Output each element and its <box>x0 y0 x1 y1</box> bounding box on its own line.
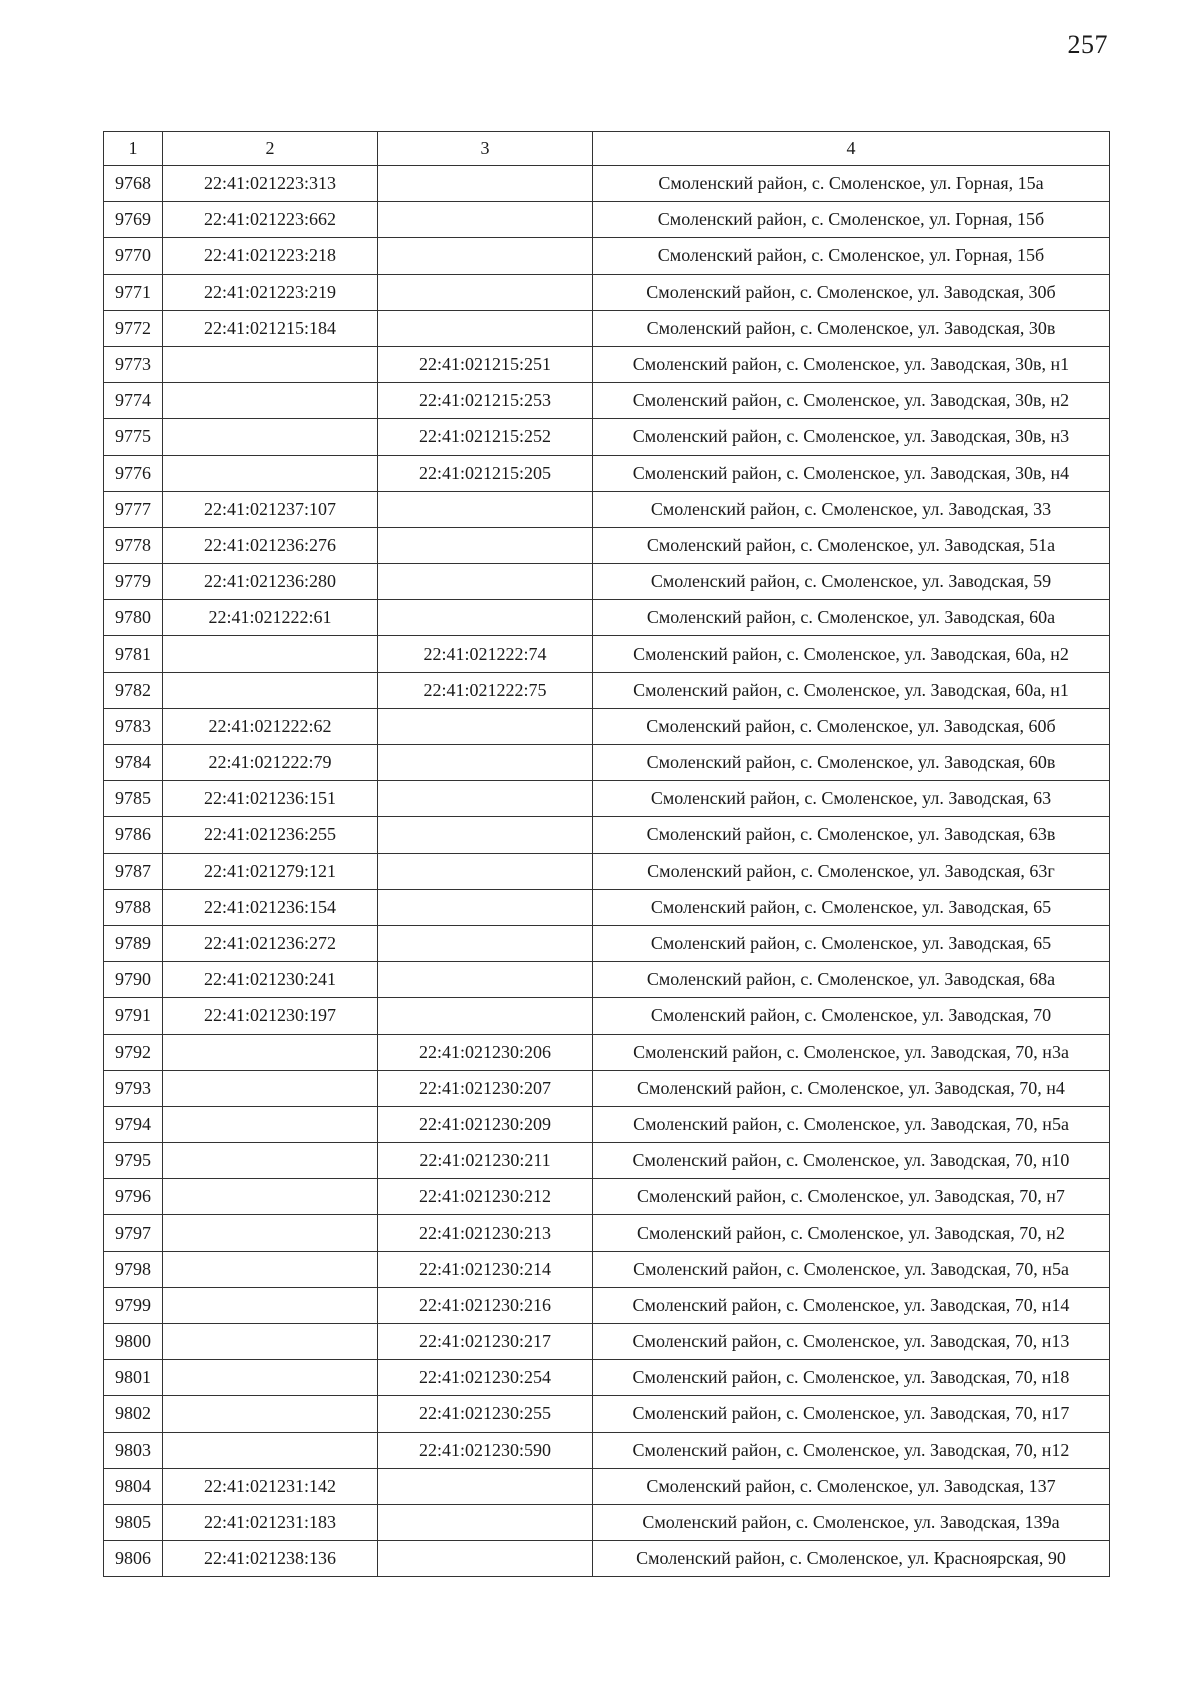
address-cell: Смоленский район, с. Смоленское, ул. Заводская, 70 <box>593 998 1110 1034</box>
cadastral-number-premises-cell: 22:41:021230:216 <box>378 1287 593 1323</box>
table-row <box>104 527 1110 563</box>
table-row <box>104 853 1110 889</box>
table-row <box>104 1179 1110 1215</box>
row-number-cell: 9783 <box>104 708 163 744</box>
address-cell: Смоленский район, с. Смоленское, ул. Заводская, 30в, н2 <box>593 383 1110 419</box>
address-cell: Смоленский район, с. Смоленское, ул. Заводская, 70, н17 <box>593 1396 1110 1432</box>
cadastral-number-cell: 22:41:021236:255 <box>163 817 378 853</box>
address-cell: Смоленский район, с. Смоленское, ул. Заводская, 60в <box>593 745 1110 781</box>
row-number-cell: 9789 <box>104 925 163 961</box>
cadastral-number-cell <box>163 346 378 382</box>
row-number-cell: 9804 <box>104 1468 163 1504</box>
cadastral-number-premises-cell <box>378 238 593 274</box>
row-number-cell: 9787 <box>104 853 163 889</box>
row-number-cell: 9770 <box>104 238 163 274</box>
cadastral-number-premises-cell <box>378 491 593 527</box>
address-cell: Смоленский район, с. Смоленское, ул. Заводская, 60б <box>593 708 1110 744</box>
address-cell: Смоленский район, с. Смоленское, ул. Заводская, 63г <box>593 853 1110 889</box>
cadastral-number-premises-cell <box>378 274 593 310</box>
registry-table <box>103 131 1110 1577</box>
cadastral-number-premises-cell <box>378 564 593 600</box>
row-number-cell: 9801 <box>104 1360 163 1396</box>
address-cell: Смоленский район, с. Смоленское, ул. Заводская, 30б <box>593 274 1110 310</box>
cadastral-number-cell: 22:41:021222:79 <box>163 745 378 781</box>
cadastral-number-premises-cell: 22:41:021230:212 <box>378 1179 593 1215</box>
table-row <box>104 672 1110 708</box>
table-row <box>104 1251 1110 1287</box>
cadastral-number-premises-cell: 22:41:021230:207 <box>378 1070 593 1106</box>
address-cell: Смоленский район, с. Смоленское, ул. Заводская, 68а <box>593 962 1110 998</box>
table-row <box>104 238 1110 274</box>
table-row <box>104 1504 1110 1540</box>
row-number-cell: 9768 <box>104 166 163 202</box>
address-cell: Смоленский район, с. Смоленское, ул. Горная, 15а <box>593 166 1110 202</box>
row-number-cell: 9774 <box>104 383 163 419</box>
row-number-cell: 9784 <box>104 745 163 781</box>
cadastral-number-cell <box>163 636 378 672</box>
cadastral-number-premises-cell: 22:41:021230:255 <box>378 1396 593 1432</box>
table-row <box>104 1034 1110 1070</box>
table-row <box>104 817 1110 853</box>
cadastral-number-premises-cell: 22:41:021230:213 <box>378 1215 593 1251</box>
table-row <box>104 636 1110 672</box>
table-row <box>104 708 1110 744</box>
row-number-cell: 9791 <box>104 998 163 1034</box>
row-number-cell: 9798 <box>104 1251 163 1287</box>
table-row <box>104 346 1110 382</box>
row-number-cell: 9782 <box>104 672 163 708</box>
address-cell: Смоленский район, с. Смоленское, ул. Заводская, 70, н13 <box>593 1324 1110 1360</box>
row-number-cell: 9795 <box>104 1143 163 1179</box>
table-body <box>104 166 1110 1577</box>
row-number-cell: 9800 <box>104 1324 163 1360</box>
cadastral-number-cell: 22:41:021231:183 <box>163 1504 378 1540</box>
address-cell: Смоленский район, с. Смоленское, ул. Заводская, 70, н14 <box>593 1287 1110 1323</box>
cadastral-number-cell: 22:41:021237:107 <box>163 491 378 527</box>
cadastral-number-cell <box>163 1143 378 1179</box>
table-row <box>104 202 1110 238</box>
cadastral-number-premises-cell: 22:41:021230:590 <box>378 1432 593 1468</box>
cadastral-number-premises-cell: 22:41:021230:206 <box>378 1034 593 1070</box>
table-row <box>104 745 1110 781</box>
cadastral-number-premises-cell: 22:41:021230:211 <box>378 1143 593 1179</box>
table-row <box>104 310 1110 346</box>
address-cell: Смоленский район, с. Смоленское, ул. Заводская, 63в <box>593 817 1110 853</box>
row-number-cell: 9790 <box>104 962 163 998</box>
cadastral-number-cell <box>163 1360 378 1396</box>
cadastral-number-cell: 22:41:021223:662 <box>163 202 378 238</box>
table-row <box>104 1287 1110 1323</box>
address-cell: Смоленский район, с. Смоленское, ул. Заводская, 70, н5а <box>593 1106 1110 1142</box>
cadastral-number-cell: 22:41:021230:241 <box>163 962 378 998</box>
row-number-cell: 9794 <box>104 1106 163 1142</box>
table-row <box>104 1541 1110 1577</box>
table-row <box>104 600 1110 636</box>
table-row <box>104 1432 1110 1468</box>
cadastral-number-cell <box>163 1106 378 1142</box>
table-row <box>104 166 1110 202</box>
row-number-cell: 9780 <box>104 600 163 636</box>
table-row <box>104 962 1110 998</box>
cadastral-number-premises-cell: 22:41:021222:74 <box>378 636 593 672</box>
address-cell: Смоленский район, с. Смоленское, ул. Красноярская, 90 <box>593 1541 1110 1577</box>
table-header <box>104 132 1110 166</box>
row-number-cell: 9778 <box>104 527 163 563</box>
row-number-cell: 9781 <box>104 636 163 672</box>
row-number-cell: 9796 <box>104 1179 163 1215</box>
cadastral-number-cell: 22:41:021223:218 <box>163 238 378 274</box>
address-cell: Смоленский район, с. Смоленское, ул. Заводская, 59 <box>593 564 1110 600</box>
address-cell: Смоленский район, с. Смоленское, ул. Заводская, 30в <box>593 310 1110 346</box>
table-row <box>104 491 1110 527</box>
table-row <box>104 781 1110 817</box>
cadastral-number-premises-cell <box>378 925 593 961</box>
cadastral-number-cell: 22:41:021231:142 <box>163 1468 378 1504</box>
cadastral-number-cell: 22:41:021223:313 <box>163 166 378 202</box>
cadastral-number-premises-cell <box>378 853 593 889</box>
cadastral-number-cell: 22:41:021236:272 <box>163 925 378 961</box>
row-number-cell: 9806 <box>104 1541 163 1577</box>
row-number-cell: 9797 <box>104 1215 163 1251</box>
cadastral-number-cell <box>163 1432 378 1468</box>
cadastral-number-cell <box>163 1215 378 1251</box>
address-cell: Смоленский район, с. Смоленское, ул. Заводская, 30в, н1 <box>593 346 1110 382</box>
cadastral-number-premises-cell <box>378 998 593 1034</box>
row-number-cell: 9805 <box>104 1504 163 1540</box>
row-number-cell: 9803 <box>104 1432 163 1468</box>
table-row <box>104 455 1110 491</box>
table-row <box>104 564 1110 600</box>
address-cell: Смоленский район, с. Смоленское, ул. Заводская, 70, н10 <box>593 1143 1110 1179</box>
cadastral-number-premises-cell <box>378 745 593 781</box>
table-row <box>104 1143 1110 1179</box>
address-cell: Смоленский район, с. Смоленское, ул. Заводская, 139а <box>593 1504 1110 1540</box>
table-row <box>104 1324 1110 1360</box>
address-cell: Смоленский район, с. Смоленское, ул. Заводская, 65 <box>593 925 1110 961</box>
table-row <box>104 925 1110 961</box>
row-number-cell: 9769 <box>104 202 163 238</box>
cadastral-number-cell: 22:41:021230:197 <box>163 998 378 1034</box>
cadastral-number-premises-cell <box>378 962 593 998</box>
cadastral-number-cell <box>163 1324 378 1360</box>
cadastral-number-cell <box>163 1287 378 1323</box>
cadastral-number-cell <box>163 672 378 708</box>
cadastral-number-premises-cell <box>378 708 593 744</box>
table-row <box>104 1106 1110 1142</box>
cadastral-number-cell <box>163 1034 378 1070</box>
address-cell: Смоленский район, с. Смоленское, ул. Заводская, 65 <box>593 889 1110 925</box>
table-row <box>104 998 1110 1034</box>
cadastral-number-cell <box>163 1251 378 1287</box>
cadastral-number-premises-cell <box>378 527 593 563</box>
header-col-3: 3 <box>378 132 593 166</box>
cadastral-number-cell <box>163 1179 378 1215</box>
table-row <box>104 383 1110 419</box>
cadastral-number-premises-cell: 22:41:021230:214 <box>378 1251 593 1287</box>
address-cell: Смоленский район, с. Смоленское, ул. Заводская, 70, н3а <box>593 1034 1110 1070</box>
address-cell: Смоленский район, с. Смоленское, ул. Заводская, 70, н4 <box>593 1070 1110 1106</box>
cadastral-number-premises-cell <box>378 817 593 853</box>
table-row <box>104 1215 1110 1251</box>
cadastral-number-premises-cell <box>378 889 593 925</box>
row-number-cell: 9773 <box>104 346 163 382</box>
header-col-4: 4 <box>593 132 1110 166</box>
address-cell: Смоленский район, с. Смоленское, ул. Заводская, 30в, н4 <box>593 455 1110 491</box>
address-cell: Смоленский район, с. Смоленское, ул. Заводская, 70, н18 <box>593 1360 1110 1396</box>
cadastral-number-premises-cell <box>378 781 593 817</box>
cadastral-number-premises-cell: 22:41:021222:75 <box>378 672 593 708</box>
row-number-cell: 9792 <box>104 1034 163 1070</box>
row-number-cell: 9779 <box>104 564 163 600</box>
row-number-cell: 9777 <box>104 491 163 527</box>
cadastral-number-cell: 22:41:021236:280 <box>163 564 378 600</box>
address-cell: Смоленский район, с. Смоленское, ул. Заводская, 70, н12 <box>593 1432 1110 1468</box>
address-cell: Смоленский район, с. Смоленское, ул. Заводская, 33 <box>593 491 1110 527</box>
cadastral-number-cell: 22:41:021215:184 <box>163 310 378 346</box>
cadastral-number-cell: 22:41:021236:151 <box>163 781 378 817</box>
cadastral-number-cell <box>163 455 378 491</box>
cadastral-number-cell: 22:41:021222:61 <box>163 600 378 636</box>
cadastral-number-cell: 22:41:021279:121 <box>163 853 378 889</box>
cadastral-number-cell: 22:41:021236:276 <box>163 527 378 563</box>
cadastral-number-cell: 22:41:021222:62 <box>163 708 378 744</box>
cadastral-number-premises-cell: 22:41:021230:254 <box>378 1360 593 1396</box>
address-cell: Смоленский район, с. Смоленское, ул. Горная, 15б <box>593 202 1110 238</box>
address-cell: Смоленский район, с. Смоленское, ул. Заводская, 30в, н3 <box>593 419 1110 455</box>
table-row <box>104 274 1110 310</box>
address-cell: Смоленский район, с. Смоленское, ул. Заводская, 60а <box>593 600 1110 636</box>
row-number-cell: 9802 <box>104 1396 163 1432</box>
cadastral-number-premises-cell: 22:41:021215:252 <box>378 419 593 455</box>
header-row <box>104 132 1110 166</box>
cadastral-number-premises-cell: 22:41:021230:209 <box>378 1106 593 1142</box>
address-cell: Смоленский район, с. Смоленское, ул. Заводская, 70, н5а <box>593 1251 1110 1287</box>
cadastral-number-cell <box>163 1396 378 1432</box>
cadastral-number-premises-cell <box>378 202 593 238</box>
cadastral-number-premises-cell <box>378 600 593 636</box>
row-number-cell: 9793 <box>104 1070 163 1106</box>
cadastral-number-premises-cell: 22:41:021215:205 <box>378 455 593 491</box>
table-row <box>104 1070 1110 1106</box>
cadastral-number-premises-cell <box>378 166 593 202</box>
cadastral-number-premises-cell <box>378 1504 593 1540</box>
header-col-2: 2 <box>163 132 378 166</box>
table-row <box>104 1360 1110 1396</box>
table-row <box>104 1468 1110 1504</box>
cadastral-number-premises-cell: 22:41:021230:217 <box>378 1324 593 1360</box>
row-number-cell: 9799 <box>104 1287 163 1323</box>
cadastral-number-premises-cell <box>378 1541 593 1577</box>
page-number: 257 <box>1067 30 1108 59</box>
table-row <box>104 419 1110 455</box>
address-cell: Смоленский район, с. Смоленское, ул. Заводская, 137 <box>593 1468 1110 1504</box>
row-number-cell: 9785 <box>104 781 163 817</box>
address-cell: Смоленский район, с. Смоленское, ул. Горная, 15б <box>593 238 1110 274</box>
row-number-cell: 9786 <box>104 817 163 853</box>
row-number-cell: 9771 <box>104 274 163 310</box>
cadastral-number-premises-cell: 22:41:021215:251 <box>378 346 593 382</box>
header-col-1: 1 <box>104 132 163 166</box>
address-cell: Смоленский район, с. Смоленское, ул. Заводская, 63 <box>593 781 1110 817</box>
row-number-cell: 9776 <box>104 455 163 491</box>
row-number-cell: 9772 <box>104 310 163 346</box>
address-cell: Смоленский район, с. Смоленское, ул. Заводская, 60а, н1 <box>593 672 1110 708</box>
address-cell: Смоленский район, с. Смоленское, ул. Заводская, 70, н2 <box>593 1215 1110 1251</box>
row-number-cell: 9775 <box>104 419 163 455</box>
cadastral-number-premises-cell: 22:41:021215:253 <box>378 383 593 419</box>
cadastral-number-cell <box>163 1070 378 1106</box>
cadastral-number-cell <box>163 383 378 419</box>
address-cell: Смоленский район, с. Смоленское, ул. Заводская, 51а <box>593 527 1110 563</box>
cadastral-number-premises-cell <box>378 1468 593 1504</box>
cadastral-number-premises-cell <box>378 310 593 346</box>
table-row <box>104 1396 1110 1432</box>
cadastral-number-cell: 22:41:021223:219 <box>163 274 378 310</box>
address-cell: Смоленский район, с. Смоленское, ул. Заводская, 70, н7 <box>593 1179 1110 1215</box>
cadastral-number-cell: 22:41:021236:154 <box>163 889 378 925</box>
address-cell: Смоленский район, с. Смоленское, ул. Заводская, 60а, н2 <box>593 636 1110 672</box>
cadastral-number-cell: 22:41:021238:136 <box>163 1541 378 1577</box>
cadastral-number-cell <box>163 419 378 455</box>
table-row <box>104 889 1110 925</box>
row-number-cell: 9788 <box>104 889 163 925</box>
